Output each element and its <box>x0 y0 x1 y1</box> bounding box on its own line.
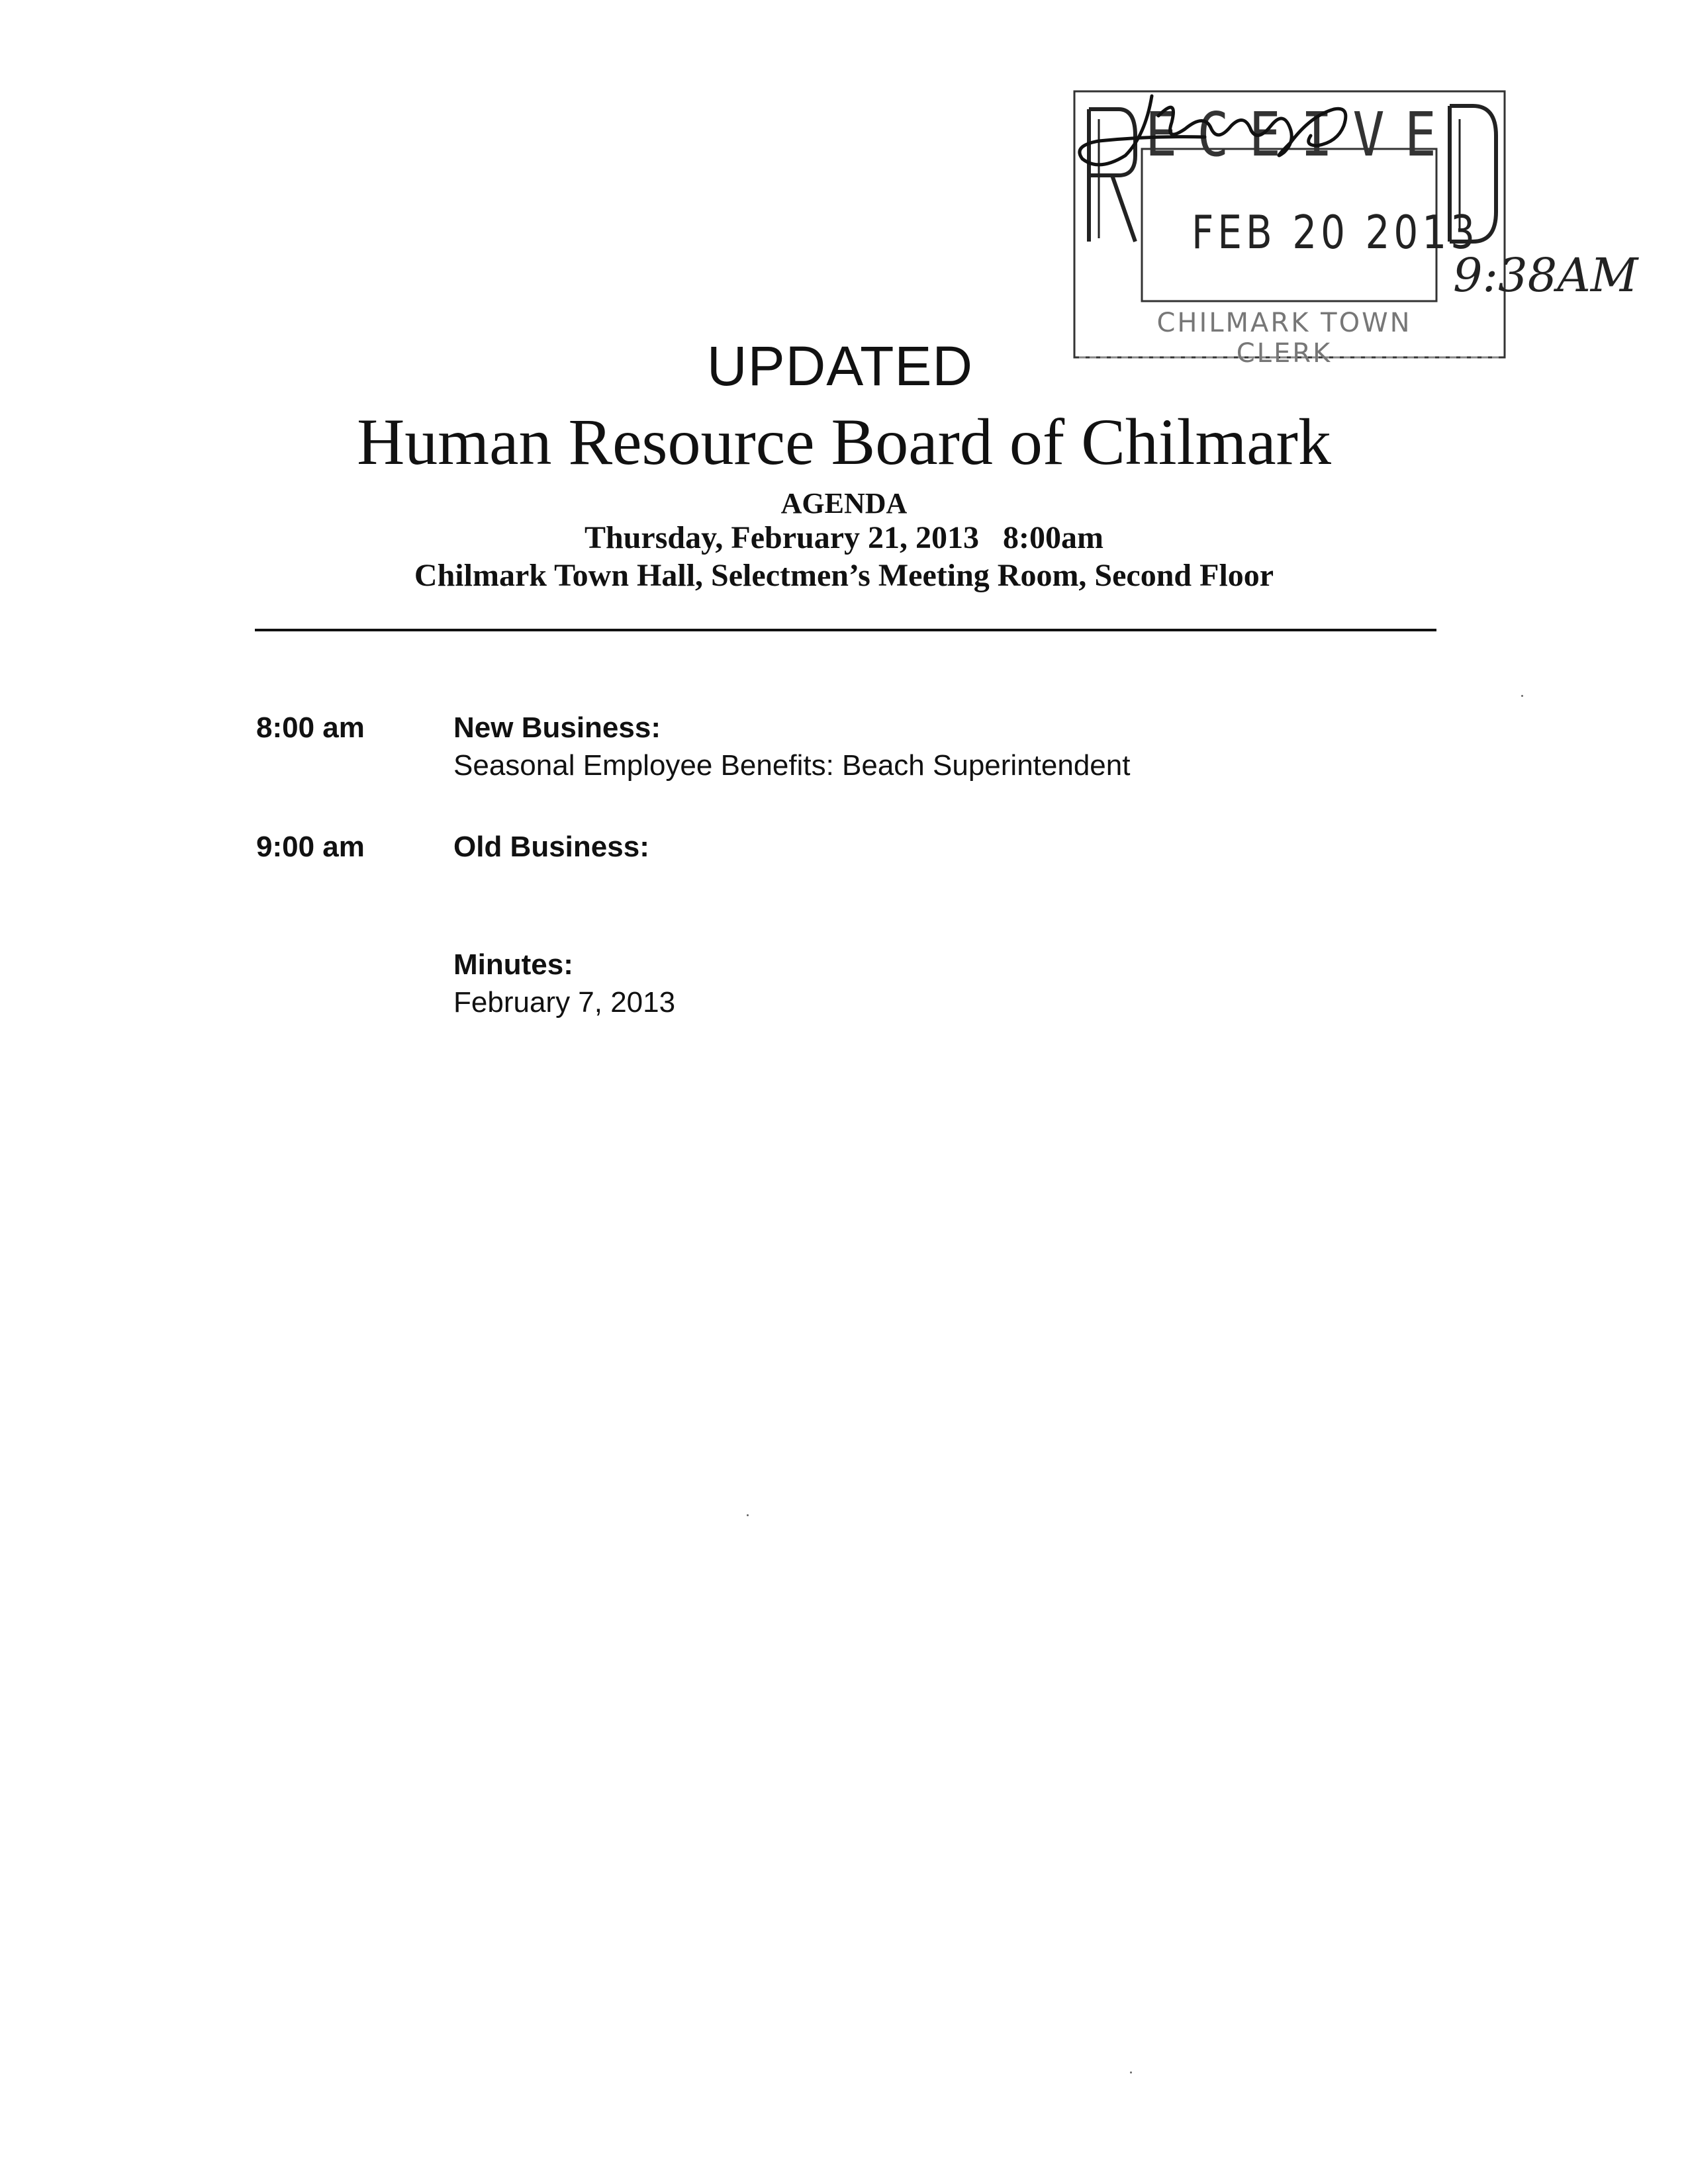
meeting-date-time: Thursday, February 21, 2013 8:00am <box>584 520 1104 555</box>
minutes-date: February 7, 2013 <box>453 986 676 1019</box>
stamp-letter: I <box>1301 99 1333 170</box>
received-stamp <box>1072 89 1638 369</box>
agenda-item-heading: New Business: <box>453 711 661 744</box>
clerk-signature <box>1072 89 1390 175</box>
agenda-item-time: 8:00 am <box>256 711 365 744</box>
stamp-letter: E <box>1248 99 1281 170</box>
meeting-location: Chilmark Town Hall, Selectmen’s Meeting Room, Second Floor <box>414 558 1274 593</box>
stamp-letter: V <box>1352 99 1385 170</box>
agenda-item-time: 9:00 am <box>256 831 365 863</box>
scan-speck <box>747 1514 749 1516</box>
scan-speck <box>1521 695 1523 697</box>
stamp-date: FEB 20 2013 <box>1192 205 1479 259</box>
stamp-letter: E <box>1404 99 1436 170</box>
handwritten-time: 9:38AM <box>1453 248 1638 302</box>
agenda-item-heading: Old Business: <box>453 831 649 863</box>
stamp-letter: C <box>1197 99 1229 170</box>
stamp-clerk-label: CHILMARK TOWN CLERK <box>1156 308 1412 369</box>
board-title: Human Resource Board of Chilmark <box>357 405 1331 478</box>
agenda-item-detail: Seasonal Employee Benefits: Beach Superintendent <box>453 749 1131 782</box>
stamp-letter: E <box>1145 99 1178 170</box>
updated-label: UPDATED <box>706 335 974 397</box>
header-divider <box>255 629 1436 631</box>
minutes-heading: Minutes: <box>453 948 573 981</box>
scan-speck <box>1130 2071 1132 2073</box>
agenda-label: AGENDA <box>780 487 908 520</box>
